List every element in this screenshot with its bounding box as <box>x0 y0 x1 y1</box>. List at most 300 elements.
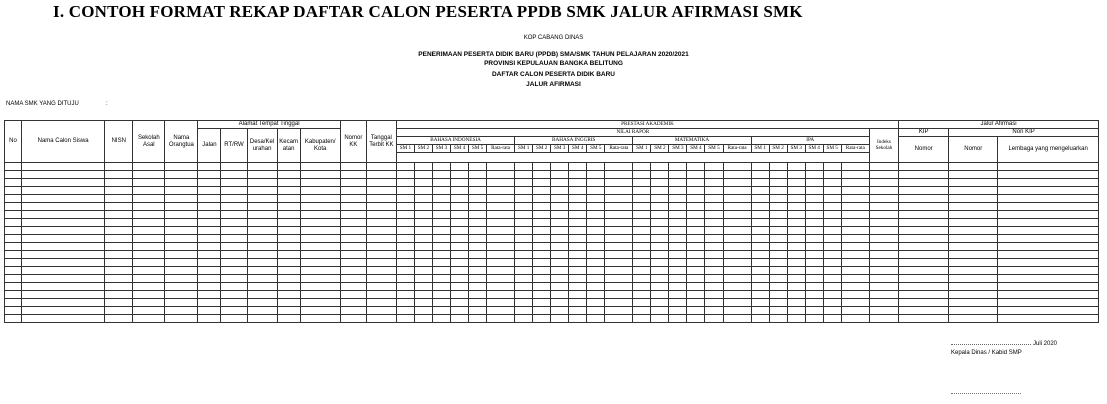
table-cell <box>221 219 247 227</box>
table-cell <box>841 299 869 307</box>
table-cell <box>277 275 300 283</box>
table-cell <box>277 315 300 323</box>
table-cell <box>569 291 587 299</box>
table-cell <box>396 291 414 299</box>
table-cell <box>366 259 396 267</box>
table-cell <box>340 267 366 275</box>
table-cell <box>869 195 898 203</box>
table-cell <box>396 187 414 195</box>
table-cell <box>165 307 198 315</box>
th-sm: SM 1 <box>515 145 533 153</box>
table-cell <box>247 259 277 267</box>
th-sm: SM 5 <box>587 145 605 153</box>
table-cell <box>198 227 221 235</box>
table-cell <box>247 171 277 179</box>
table-cell <box>869 235 898 243</box>
table-cell <box>487 171 515 179</box>
table-cell <box>487 315 515 323</box>
table-cell <box>805 267 823 275</box>
table-cell <box>414 275 432 283</box>
table-cell <box>515 187 533 195</box>
table-cell <box>396 267 414 275</box>
table-cell <box>651 283 669 291</box>
table-cell <box>669 283 687 291</box>
table-cell <box>633 235 651 243</box>
table-cell <box>751 275 769 283</box>
table-cell <box>551 315 569 323</box>
table-cell <box>133 291 165 299</box>
table-cell <box>899 203 949 211</box>
table-cell <box>469 299 487 307</box>
table-cell <box>487 267 515 275</box>
table-cell <box>633 163 651 171</box>
table-cell <box>396 307 414 315</box>
table-cell <box>723 227 751 235</box>
th-lembaga: Lembaga yang mengeluarkan <box>998 137 1099 163</box>
th-subject-bahasa-inggris: BAHASA INGGRIS <box>515 137 633 145</box>
table-cell <box>5 171 22 179</box>
table-cell <box>487 299 515 307</box>
th-nama-orangtua: Nama Orangtua <box>165 121 198 163</box>
table-cell <box>340 259 366 267</box>
table-cell <box>133 243 165 251</box>
table-cell <box>869 275 898 283</box>
table-cell <box>651 259 669 267</box>
table-cell <box>515 315 533 323</box>
table-cell <box>805 251 823 259</box>
table-cell <box>432 171 450 179</box>
table-cell <box>300 243 340 251</box>
table-cell <box>551 299 569 307</box>
th-sm: SM 3 <box>669 145 687 153</box>
table-cell <box>366 251 396 259</box>
table-cell <box>487 291 515 299</box>
table-cell <box>487 275 515 283</box>
table-cell <box>469 243 487 251</box>
table-cell <box>432 275 450 283</box>
table-cell <box>165 283 198 291</box>
table-cell <box>869 307 898 315</box>
table-cell <box>221 195 247 203</box>
table-cell <box>198 195 221 203</box>
table-row <box>5 243 1099 251</box>
table-cell <box>605 195 633 203</box>
table-cell <box>247 227 277 235</box>
table-cell <box>469 283 487 291</box>
table-cell <box>22 299 105 307</box>
table-cell <box>723 251 751 259</box>
table-cell <box>432 179 450 187</box>
table-cell <box>432 291 450 299</box>
table-cell <box>587 283 605 291</box>
table-cell <box>899 235 949 243</box>
table-cell <box>105 235 133 243</box>
table-cell <box>165 227 198 235</box>
table-cell <box>133 251 165 259</box>
table-cell <box>669 219 687 227</box>
table-cell <box>396 243 414 251</box>
kop-label: KOP CABANG DINAS <box>523 35 584 41</box>
table-cell <box>651 227 669 235</box>
table-cell <box>277 283 300 291</box>
table-cell <box>841 187 869 195</box>
table-cell <box>769 163 787 171</box>
table-cell <box>949 195 998 203</box>
th-rata-rata: Rata-rata <box>487 145 515 153</box>
table-cell <box>841 283 869 291</box>
table-cell <box>723 171 751 179</box>
table-cell <box>823 243 841 251</box>
table-cell <box>165 171 198 179</box>
table-cell <box>841 315 869 323</box>
table-cell <box>823 219 841 227</box>
table-cell <box>899 267 949 275</box>
table-cell <box>769 195 787 203</box>
table-cell <box>705 179 723 187</box>
table-cell <box>705 275 723 283</box>
table-cell <box>105 219 133 227</box>
table-cell <box>366 315 396 323</box>
table-cell <box>769 259 787 267</box>
table-cell <box>651 211 669 219</box>
table-cell <box>998 299 1099 307</box>
table-cell <box>651 275 669 283</box>
table-cell <box>899 283 949 291</box>
table-cell <box>569 243 587 251</box>
table-cell <box>366 203 396 211</box>
table-cell <box>451 315 469 323</box>
table-cell <box>823 251 841 259</box>
table-cell <box>587 291 605 299</box>
table-cell <box>669 251 687 259</box>
table-cell <box>787 187 805 195</box>
table-cell <box>451 219 469 227</box>
table-cell <box>22 171 105 179</box>
table-cell <box>651 299 669 307</box>
table-cell <box>198 251 221 259</box>
table-row <box>5 307 1099 315</box>
table-cell <box>22 163 105 171</box>
th-kecamatan: Kecam atan <box>277 129 300 163</box>
table-cell <box>669 171 687 179</box>
table-cell <box>869 163 898 171</box>
table-cell <box>651 163 669 171</box>
th-tanggal-terbit-kk: Tanggal Terbit KK <box>366 121 396 163</box>
table-cell <box>105 291 133 299</box>
table-cell <box>533 299 551 307</box>
table-cell <box>805 299 823 307</box>
table-cell <box>651 243 669 251</box>
table-cell <box>769 219 787 227</box>
table-cell <box>366 195 396 203</box>
table-cell <box>396 283 414 291</box>
table-cell <box>633 315 651 323</box>
table-cell <box>751 211 769 219</box>
table-cell <box>487 307 515 315</box>
table-cell <box>551 171 569 179</box>
table-cell <box>751 299 769 307</box>
table-cell <box>569 235 587 243</box>
table-cell <box>487 195 515 203</box>
table-cell <box>451 211 469 219</box>
table-cell <box>587 179 605 187</box>
th-nama-calon-siswa: Nama Calon Siswa <box>22 121 105 163</box>
table-cell <box>687 259 705 267</box>
table-cell <box>22 251 105 259</box>
table-cell <box>133 203 165 211</box>
table-cell <box>340 163 366 171</box>
table-cell <box>751 235 769 243</box>
table-cell <box>300 195 340 203</box>
table-cell <box>899 307 949 315</box>
table-cell <box>221 163 247 171</box>
table-cell <box>5 283 22 291</box>
table-cell <box>277 299 300 307</box>
table-cell <box>198 179 221 187</box>
table-cell <box>133 171 165 179</box>
th-rata-rata: Rata-rata <box>605 145 633 153</box>
table-cell <box>587 275 605 283</box>
table-cell <box>949 211 998 219</box>
school-colon: : <box>106 101 108 107</box>
table-cell <box>105 259 133 267</box>
table-cell <box>998 235 1099 243</box>
table-cell <box>998 227 1099 235</box>
table-cell <box>277 251 300 259</box>
table-cell <box>133 315 165 323</box>
table-cell <box>633 259 651 267</box>
table-cell <box>515 211 533 219</box>
table-cell <box>551 187 569 195</box>
table-cell <box>823 291 841 299</box>
table-cell <box>165 243 198 251</box>
table-cell <box>869 243 898 251</box>
table-cell <box>414 299 432 307</box>
table-cell <box>551 211 569 219</box>
table-cell <box>5 259 22 267</box>
table-cell <box>5 307 22 315</box>
table-cell <box>5 219 22 227</box>
table-cell <box>998 267 1099 275</box>
table-cell <box>687 163 705 171</box>
table-cell <box>515 171 533 179</box>
table-cell <box>515 195 533 203</box>
table-cell <box>669 211 687 219</box>
table-cell <box>533 227 551 235</box>
table-cell <box>396 195 414 203</box>
table-cell <box>277 291 300 299</box>
table-cell <box>414 211 432 219</box>
table-cell <box>587 299 605 307</box>
table-cell <box>687 267 705 275</box>
th-sm: SM 4 <box>687 145 705 153</box>
table-cell <box>769 267 787 275</box>
table-cell <box>551 283 569 291</box>
th-nisn: NISN <box>105 121 133 163</box>
table-cell <box>869 179 898 187</box>
table-cell <box>633 227 651 235</box>
table-cell <box>396 299 414 307</box>
table-cell <box>998 307 1099 315</box>
table-cell <box>221 235 247 243</box>
table-cell <box>300 203 340 211</box>
table-cell <box>869 219 898 227</box>
table-cell <box>340 251 366 259</box>
table-cell <box>998 243 1099 251</box>
table-cell <box>651 267 669 275</box>
table-cell <box>723 187 751 195</box>
table-cell <box>551 195 569 203</box>
table-cell <box>165 267 198 275</box>
table-cell <box>22 203 105 211</box>
table-cell <box>5 179 22 187</box>
table-cell <box>605 275 633 283</box>
table-cell <box>340 187 366 195</box>
table-cell <box>823 211 841 219</box>
table-cell <box>949 291 998 299</box>
table-cell <box>221 307 247 315</box>
table-cell <box>823 163 841 171</box>
table-cell <box>366 267 396 275</box>
table-cell <box>605 291 633 299</box>
table-cell <box>432 267 450 275</box>
table-cell <box>869 291 898 299</box>
table-cell <box>300 211 340 219</box>
table-cell <box>633 203 651 211</box>
table-cell <box>569 203 587 211</box>
table-cell <box>805 219 823 227</box>
table-cell <box>899 275 949 283</box>
table-cell <box>165 251 198 259</box>
th-sm: SM 5 <box>705 145 723 153</box>
table-cell <box>569 163 587 171</box>
th-sm: SM 5 <box>469 145 487 153</box>
table-cell <box>723 299 751 307</box>
th-sm: SM 3 <box>551 145 569 153</box>
table-cell <box>451 171 469 179</box>
table-cell <box>751 195 769 203</box>
table-cell <box>687 195 705 203</box>
table-cell <box>769 227 787 235</box>
table-cell <box>949 283 998 291</box>
table-cell <box>22 315 105 323</box>
table-cell <box>787 315 805 323</box>
table-cell <box>569 299 587 307</box>
table-cell <box>105 307 133 315</box>
table-cell <box>569 179 587 187</box>
table-cell <box>787 163 805 171</box>
table-cell <box>22 283 105 291</box>
table-cell <box>22 259 105 267</box>
table-cell <box>869 299 898 307</box>
table-cell <box>605 163 633 171</box>
table-cell <box>5 187 22 195</box>
table-cell <box>515 243 533 251</box>
table-cell <box>105 203 133 211</box>
table-cell <box>551 203 569 211</box>
table-cell <box>487 203 515 211</box>
table-cell <box>805 195 823 203</box>
th-nonkip-nomor: Nomor <box>949 137 998 163</box>
table-cell <box>247 203 277 211</box>
table-cell <box>366 307 396 315</box>
th-kabupaten-kota: Kabupaten/ Kota <box>300 129 340 163</box>
table-cell <box>277 195 300 203</box>
table-cell <box>22 219 105 227</box>
table-cell <box>605 179 633 187</box>
table-row <box>5 179 1099 187</box>
table-cell <box>569 267 587 275</box>
table-cell <box>533 211 551 219</box>
table-cell <box>247 179 277 187</box>
table-cell <box>515 163 533 171</box>
table-cell <box>396 203 414 211</box>
table-cell <box>587 203 605 211</box>
table-cell <box>587 171 605 179</box>
th-prestasi-akademik: PRESTASI AKADEMIK <box>396 121 898 129</box>
table-cell <box>451 275 469 283</box>
table-cell <box>551 259 569 267</box>
table-cell <box>396 251 414 259</box>
table-cell <box>687 203 705 211</box>
table-cell <box>469 235 487 243</box>
table-cell <box>469 307 487 315</box>
table-cell <box>569 187 587 195</box>
table-cell <box>605 267 633 275</box>
table-cell <box>366 283 396 291</box>
table-cell <box>651 203 669 211</box>
table-cell <box>277 179 300 187</box>
table-cell <box>805 211 823 219</box>
th-desa-kelurahan: Desa/Kel urahan <box>247 129 277 163</box>
table-cell <box>247 275 277 283</box>
table-cell <box>899 315 949 323</box>
table-cell <box>165 187 198 195</box>
table-cell <box>469 179 487 187</box>
table-cell <box>469 315 487 323</box>
table-cell <box>633 219 651 227</box>
table-cell <box>569 195 587 203</box>
table-cell <box>469 195 487 203</box>
table-cell <box>705 227 723 235</box>
table-cell <box>165 203 198 211</box>
table-cell <box>787 243 805 251</box>
table-cell <box>723 219 751 227</box>
table-cell <box>165 211 198 219</box>
table-cell <box>340 291 366 299</box>
table-cell <box>669 243 687 251</box>
table-cell <box>340 195 366 203</box>
table-cell <box>899 299 949 307</box>
table-cell <box>633 211 651 219</box>
table-cell <box>105 179 133 187</box>
table-cell <box>705 211 723 219</box>
table-cell <box>998 171 1099 179</box>
table-cell <box>340 227 366 235</box>
table-cell <box>515 307 533 315</box>
table-cell <box>198 163 221 171</box>
table-cell <box>841 163 869 171</box>
table-cell <box>22 195 105 203</box>
table-cell <box>300 259 340 267</box>
table-cell <box>414 219 432 227</box>
table-cell <box>569 227 587 235</box>
table-cell <box>515 259 533 267</box>
table-cell <box>515 251 533 259</box>
th-rata-rata: Rata-rata <box>723 145 751 153</box>
table-cell <box>823 235 841 243</box>
table-cell <box>469 171 487 179</box>
